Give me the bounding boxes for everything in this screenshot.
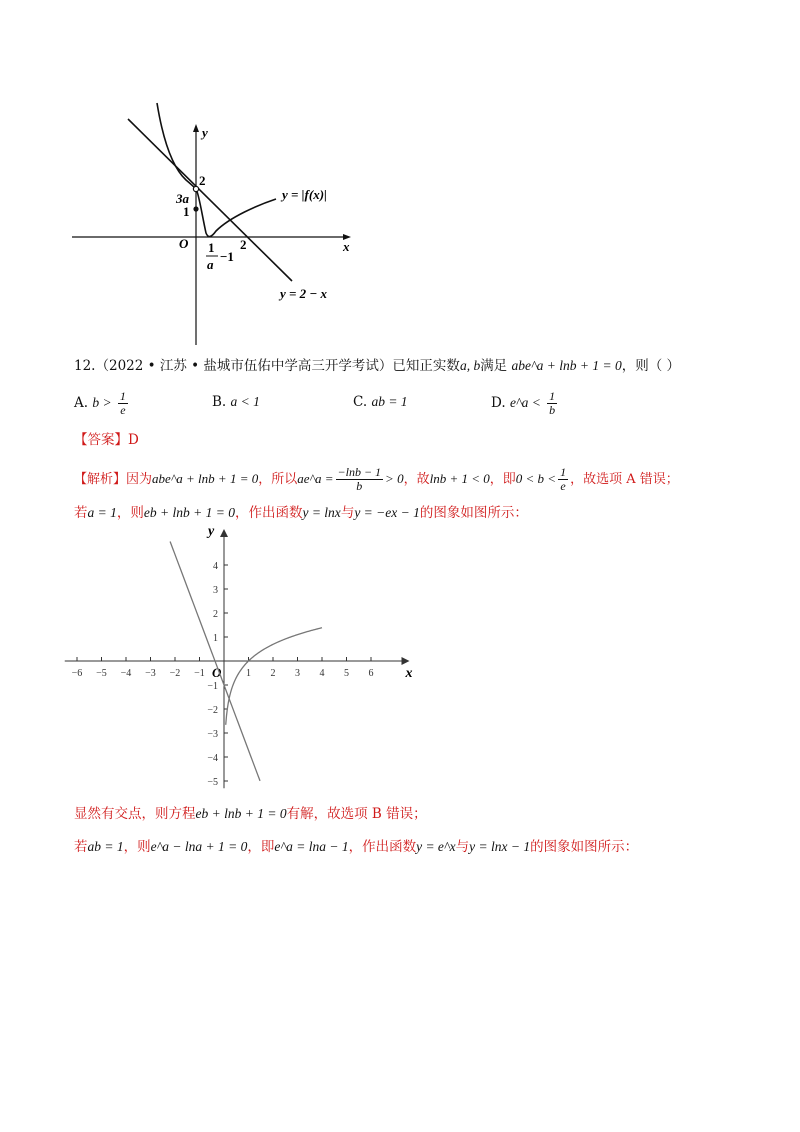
fig1-curve-abs-f [157,103,276,237]
chart-x-label: x [405,666,413,681]
figure-abs-f [60,95,380,350]
chart-x-tick-label: −5 [96,668,107,679]
fig1-origin-label: O [179,236,189,251]
a4-f: e^a = lna − 1 [274,839,349,854]
chart-x-arrow [402,657,410,665]
a1-a: 因为 [126,472,153,487]
answer-value: D [128,432,139,448]
chart-x-tick-label: 3 [295,668,300,679]
chart-y-tick-label: 3 [213,585,218,596]
fig1-y-label: y [202,125,208,140]
a4-h: y = e^x [416,839,456,854]
chart-x-tick-label: −4 [120,668,132,679]
fig1-frac-minus: −1 [220,249,234,264]
a4-a: 若 [74,839,88,855]
fig1-label-2-x: 2 [240,237,247,252]
a2-d: eb + lnb + 1 = 0 [143,505,235,520]
fig1-label-3a: 3a [176,191,189,206]
chart-y-tick-label: 4 [213,561,218,572]
option-d-text: e^a < [509,395,541,410]
chart-y-tick-label: 2 [213,609,218,620]
analysis-line-2 [74,503,528,523]
a2-a: 若 [74,505,88,521]
chart-x-tick-label: 2 [270,668,276,679]
a1-b: abe^a + lnb + 1 = 0 [152,471,259,486]
question-end: ，则（ ） [621,358,681,374]
option-a-text: b > [92,395,112,410]
a4-b: ab = 1 [87,839,124,854]
chart-x-tick-label: −2 [169,668,181,679]
option-b-letter: B. [212,394,227,410]
a1-d: ae^a = [297,471,334,486]
chart-y-label: y [208,528,215,539]
a1-f: ，故 [403,472,430,487]
chart-y-tick-label: −2 [207,705,218,716]
chart-x-tick-label: 4 [319,668,325,679]
analysis-tag: 【解析】 [74,472,127,487]
option-a-num: 1 [119,389,126,403]
a1-j: ，故选项 A 错误； [570,472,679,487]
chart-y-tick-label: −3 [207,729,218,740]
chart-x-tick-label: 6 [368,668,374,679]
option-a [74,390,130,417]
chart-y-tick-label: 1 [213,633,218,644]
option-d-num: 1 [549,389,556,403]
option-b [212,392,260,412]
a1-frac [336,466,384,493]
chart-x-tick-label: −1 [194,668,205,679]
a4-j: y = lnx − 1 [469,839,531,854]
fig1-point-1 [193,206,198,211]
a2-b: a = 1 [87,505,117,520]
question-source: （2022 • 江苏 • 盐城市伍佑中学高三开学考试）已知正实数 [95,358,460,374]
option-c-text: ab = 1 [371,394,408,409]
answer-line [74,430,139,450]
a1-c: ，所以 [258,472,298,487]
a1-h: ，即 [489,472,516,487]
chart-y-tick-label: −1 [207,681,218,692]
option-c [353,392,408,412]
fig1-frac-num: 1 [208,240,215,255]
question-stem [74,356,680,376]
chart-origin-label: O [212,665,222,680]
a2-c: ，则 [116,505,144,521]
analysis-line-1 [74,466,679,493]
a2-e: ，作出函数 [234,505,303,521]
a1-den2: e [560,479,566,493]
a3-a: 显然有交点，则方程 [74,806,196,822]
a2-g: 与 [340,505,355,521]
a1-num: −lnb − 1 [337,465,382,479]
fig1-line-label: y = 2 − x [280,286,328,301]
a1-num2: 1 [560,465,567,479]
chart-y-tick-label: −5 [207,777,218,788]
a4-d: e^a − lna + 1 = 0 [150,839,248,854]
a3-c: 有解，故选项 B 错误； [286,806,427,822]
fig1-curve-label: y = |f(x)| [282,187,327,202]
fig1-y-arrow [193,124,199,132]
chart-x-tick-label: 1 [246,668,251,679]
a2-f: y = lnx [302,505,341,520]
option-d [491,390,559,417]
a1-i: 0 < b < [515,471,557,486]
option-d-frac [547,390,557,417]
question-vars: a, b [459,358,481,373]
a2-h: y = −ex − 1 [354,505,420,520]
answer-tag: 【答案】 [74,432,128,448]
a4-g: ，作出函数 [348,839,417,855]
chart-y-tick-label: −4 [207,753,218,764]
fig1-label-1: 1 [183,204,190,219]
a4-k: 的图象如图所示： [530,839,639,855]
a1-g: lnb + 1 < 0 [429,471,490,486]
question-mid: 满足 [480,358,508,374]
question-number: 12. [74,358,96,374]
a4-e: ，即 [247,839,275,855]
option-a-den: e [120,403,126,417]
figure-lnx-chart [60,528,420,798]
option-d-letter: D. [491,395,506,411]
chart-x-tick-label: 5 [344,668,349,679]
a1-frac2 [558,466,568,493]
option-d-den: b [549,403,556,417]
a1-e: > 0 [385,471,404,486]
fig1-label-2-top: 2 [199,173,206,188]
a4-i: 与 [455,839,470,855]
chart-y-arrow [220,529,228,537]
fig1-point-2 [193,186,198,191]
option-c-letter: C. [353,394,368,410]
option-b-text: a < 1 [230,394,260,409]
chart-x-tick-label: −3 [145,668,156,679]
analysis-line-4 [74,837,638,857]
question-condition: abe^a + lnb + 1 = 0 [511,358,622,373]
chart-x-ticks [72,657,374,679]
a4-c: ，则 [123,839,151,855]
option-a-letter: A. [74,395,89,411]
analysis-line-3 [74,804,427,824]
fig1-x-label: x [343,239,350,254]
chart-x-tick-label: −6 [71,668,83,679]
option-a-frac [118,390,128,417]
a2-i: 的图象如图所示： [419,505,528,521]
fig1-frac-den: a [207,257,214,272]
a1-den: b [356,479,363,493]
a3-b: eb + lnb + 1 = 0 [195,806,287,821]
